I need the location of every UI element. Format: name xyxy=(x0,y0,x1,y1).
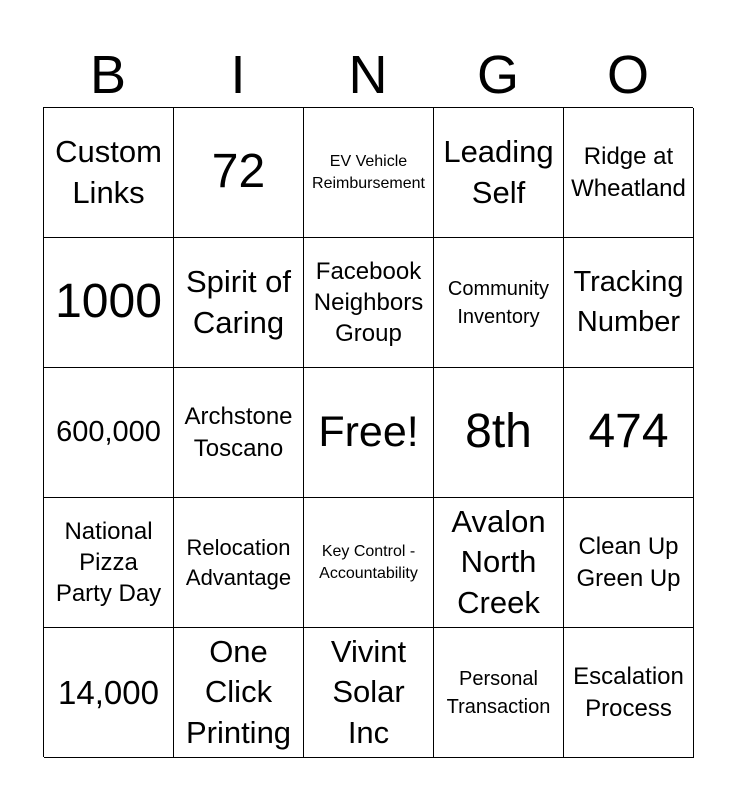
cell-label: EV Vehicle Reimbursement xyxy=(312,152,425,192)
cell-label: Relocation Advantage xyxy=(185,534,292,590)
bingo-cell[interactable] xyxy=(564,108,694,238)
cell-label: Archstone Toscano xyxy=(184,403,293,462)
bingo-cell[interactable] xyxy=(44,368,174,498)
cell-label: 600,000 xyxy=(56,415,161,448)
cell-label: 8th xyxy=(465,405,532,459)
bingo-cell[interactable] xyxy=(44,238,174,368)
cell-label: Spirit of Caring xyxy=(185,264,292,340)
cell-label: Clean Up Green Up xyxy=(576,533,681,592)
cell-label: National Pizza Party Day xyxy=(55,517,162,608)
bingo-cell[interactable] xyxy=(434,628,564,758)
header-letter-b: B xyxy=(89,45,127,105)
bingo-cell[interactable] xyxy=(434,108,564,238)
cell-label: Avalon North Creek xyxy=(451,504,546,620)
bingo-cell[interactable] xyxy=(174,368,304,498)
bingo-cell[interactable] xyxy=(564,238,694,368)
cell-label: 72 xyxy=(211,145,266,199)
cell-label: 1000 xyxy=(55,275,162,329)
header-letter-n: N xyxy=(348,45,388,105)
bingo-cell[interactable] xyxy=(434,498,564,628)
bingo-header xyxy=(43,42,693,108)
bingo-cell[interactable] xyxy=(174,108,304,238)
cell-label: Vivint Solar Inc xyxy=(330,634,407,750)
cell-label: One Click Printing xyxy=(185,634,292,750)
bingo-cell[interactable] xyxy=(564,628,694,758)
cell-label: Custom Links xyxy=(55,134,162,210)
header-letter-o: O xyxy=(606,45,649,105)
bingo-free-cell[interactable] xyxy=(304,368,434,498)
cell-label: Key Control - Accountability xyxy=(319,542,418,582)
cell-label: 14,000 xyxy=(58,673,159,711)
cell-label: Leading Self xyxy=(443,134,554,210)
bingo-board xyxy=(43,107,693,757)
bingo-cell[interactable] xyxy=(434,368,564,498)
bingo-cell[interactable] xyxy=(44,628,174,758)
cell-label: Tracking Number xyxy=(573,266,684,338)
bingo-cell[interactable] xyxy=(174,238,304,368)
cell-label: Ridge at Wheatland xyxy=(571,143,686,202)
cell-label: Personal Transaction xyxy=(446,667,551,718)
cell-label: Escalation Process xyxy=(573,663,684,722)
bingo-cell[interactable] xyxy=(174,628,304,758)
free-space-label: Free! xyxy=(318,407,419,456)
bingo-cell[interactable] xyxy=(434,238,564,368)
bingo-cell[interactable] xyxy=(304,108,434,238)
header-letter-g: G xyxy=(476,45,519,105)
bingo-cell[interactable] xyxy=(174,498,304,628)
bingo-cell[interactable] xyxy=(44,498,174,628)
bingo-cell[interactable] xyxy=(304,628,434,758)
header-letter-i: I xyxy=(230,45,246,105)
bingo-cell[interactable] xyxy=(304,238,434,368)
bingo-cell[interactable] xyxy=(44,108,174,238)
cell-label: 474 xyxy=(588,405,669,459)
bingo-cell[interactable] xyxy=(304,498,434,628)
cell-label: Facebook Neighbors Group xyxy=(313,257,424,348)
bingo-cell[interactable] xyxy=(564,498,694,628)
bingo-cell[interactable] xyxy=(564,368,694,498)
cell-label: Community Inventory xyxy=(447,277,550,328)
